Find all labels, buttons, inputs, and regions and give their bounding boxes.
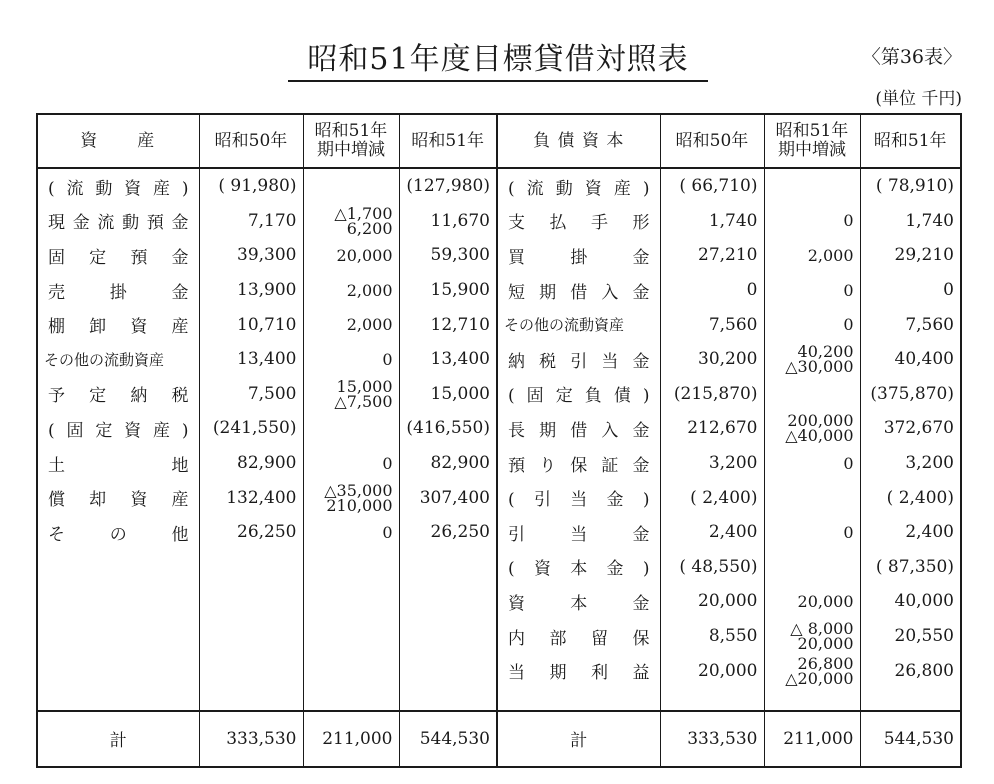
liabilities-change-line1: 0 xyxy=(843,315,854,335)
total-liab-y50: 333,530 xyxy=(660,711,764,767)
liab-y51: 40,400 xyxy=(860,342,961,377)
liab-y50: 20,000 xyxy=(660,653,764,688)
asset-y51: 13,400 xyxy=(399,342,497,377)
total-label-asset: 計 xyxy=(37,711,199,767)
liab-y51: ( 87,350) xyxy=(860,550,961,585)
liabilities-change-line1: 40,200 xyxy=(797,342,854,362)
assets-change-line2: 210,000 xyxy=(326,495,393,515)
table-row xyxy=(37,307,961,342)
liab-y50: 2,400 xyxy=(660,515,764,550)
liabilities-change-line1: 2,000 xyxy=(807,245,854,265)
liabilities-change xyxy=(764,168,860,204)
asset-y50: 132,400 xyxy=(199,480,303,515)
table-row xyxy=(37,550,961,585)
liab-y51: 0 xyxy=(860,273,961,308)
liab-y50: 27,210 xyxy=(660,238,764,273)
liabilities-change-line1: 0 xyxy=(843,211,854,231)
assets-change xyxy=(303,446,399,481)
liab-label: その他の流動資産 xyxy=(497,307,660,342)
table-number: 〈第36表〉 xyxy=(861,46,962,68)
header-change-line1: 昭和51年 xyxy=(314,121,388,141)
liab-y50: 30,200 xyxy=(660,342,764,377)
liab-label: 長期借入金 xyxy=(497,411,660,446)
header-asset-y50: 昭和50年 xyxy=(199,114,303,168)
assets-change-line1: 2,000 xyxy=(346,315,393,335)
spacer-cell xyxy=(860,688,961,711)
table-row xyxy=(37,480,961,515)
liab-y51: (375,870) xyxy=(860,377,961,412)
empty-cell xyxy=(199,584,303,619)
assets-change xyxy=(303,377,399,412)
empty-cell xyxy=(37,550,199,585)
asset-label: その他 xyxy=(37,515,199,550)
spacer-cell xyxy=(497,688,660,711)
asset-label: その他の流動資産 xyxy=(37,342,199,377)
empty-cell xyxy=(399,550,497,585)
spacer-cell xyxy=(303,688,399,711)
asset-y50: 10,710 xyxy=(199,307,303,342)
table-row xyxy=(37,446,961,481)
liab-y51: ( 2,400) xyxy=(860,480,961,515)
assets-change-line1: 20,000 xyxy=(336,245,393,265)
asset-y51: 15,000 xyxy=(399,377,497,412)
header-liab: 負 債 資 本 xyxy=(497,114,660,168)
asset-y51: (416,550) xyxy=(399,411,497,446)
balance-sheet-table xyxy=(36,113,962,768)
header-row xyxy=(37,114,961,168)
total-asset-y51: 544,530 xyxy=(399,711,497,767)
asset-label: 現金流動預金 xyxy=(37,204,199,239)
liabilities-change xyxy=(764,619,860,654)
liab-y50: 20,000 xyxy=(660,584,764,619)
table-row xyxy=(37,584,961,619)
asset-label: 売掛金 xyxy=(37,273,199,308)
asset-y51: 307,400 xyxy=(399,480,497,515)
total-liab-y51: 544,530 xyxy=(860,711,961,767)
assets-change-line2: 6,200 xyxy=(346,218,393,238)
liabilities-change xyxy=(764,446,860,481)
unit-note: (単位 千円) xyxy=(875,89,962,109)
asset-y50: (241,550) xyxy=(199,411,303,446)
header-change-line2: 期中増減 xyxy=(317,140,385,160)
asset-label: 土地 xyxy=(37,446,199,481)
asset-y51: 11,670 xyxy=(399,204,497,239)
liabilities-change-line2: 20,000 xyxy=(797,634,854,654)
liab-label: (流動資産) xyxy=(497,168,660,204)
assets-change-line1: 2,000 xyxy=(346,280,393,300)
liab-y51: 20,550 xyxy=(860,619,961,654)
table-row xyxy=(37,411,961,446)
liab-y51: 2,400 xyxy=(860,515,961,550)
liab-y50: ( 66,710) xyxy=(660,168,764,204)
liabilities-change-line1: 0 xyxy=(843,522,854,542)
header-asset: 資 産 xyxy=(37,114,199,168)
liab-y51: 26,800 xyxy=(860,653,961,688)
empty-cell xyxy=(37,653,199,688)
liab-label: (固定負債) xyxy=(497,377,660,412)
liabilities-change xyxy=(764,480,860,515)
asset-label: 固定預金 xyxy=(37,238,199,273)
spacer-cell xyxy=(764,688,860,711)
assets-change xyxy=(303,342,399,377)
liab-y50: ( 2,400) xyxy=(660,480,764,515)
assets-change xyxy=(303,238,399,273)
header-asset-y51: 昭和51年 xyxy=(399,114,497,168)
table-row xyxy=(37,273,961,308)
assets-change-line1: 0 xyxy=(382,522,393,542)
spacer-row xyxy=(37,688,961,711)
table-row xyxy=(37,204,961,239)
empty-cell xyxy=(303,584,399,619)
liabilities-change-line2: △40,000 xyxy=(785,426,854,446)
asset-y51: 82,900 xyxy=(399,446,497,481)
liabilities-change-line1: 200,000 xyxy=(787,411,854,431)
liab-label: 支払手形 xyxy=(497,204,660,239)
table-row xyxy=(37,238,961,273)
asset-y51: 59,300 xyxy=(399,238,497,273)
total-asset-y50: 333,530 xyxy=(199,711,303,767)
asset-y51: 15,900 xyxy=(399,273,497,308)
asset-label: 棚卸資産 xyxy=(37,307,199,342)
empty-cell xyxy=(199,619,303,654)
liabilities-change-line1: 20,000 xyxy=(797,591,854,611)
liab-label: 納税引当金 xyxy=(497,342,660,377)
table-row xyxy=(37,653,961,688)
empty-cell xyxy=(399,584,497,619)
liab-y50: 212,670 xyxy=(660,411,764,446)
assets-change xyxy=(303,168,399,204)
table-row xyxy=(37,515,961,550)
empty-cell xyxy=(303,619,399,654)
empty-cell xyxy=(399,653,497,688)
asset-y50: 39,300 xyxy=(199,238,303,273)
asset-y50: 82,900 xyxy=(199,446,303,481)
asset-y51: 26,250 xyxy=(399,515,497,550)
total-asset-change: 211,000 xyxy=(303,711,399,767)
liab-y50: 0 xyxy=(660,273,764,308)
liabilities-change xyxy=(764,204,860,239)
liabilities-change xyxy=(764,550,860,585)
asset-y50: 26,250 xyxy=(199,515,303,550)
asset-y50: 7,170 xyxy=(199,204,303,239)
document-title: 昭和51年度目標貸借対照表 xyxy=(288,34,708,82)
liabilities-change xyxy=(764,411,860,446)
liabilities-change xyxy=(764,238,860,273)
asset-y51: 12,710 xyxy=(399,307,497,342)
table-row xyxy=(37,619,961,654)
liab-y50: (215,870) xyxy=(660,377,764,412)
spacer-cell xyxy=(37,688,199,711)
liabilities-change xyxy=(764,273,860,308)
assets-change xyxy=(303,204,399,239)
liab-label: 資本金 xyxy=(497,584,660,619)
liab-label: 引当金 xyxy=(497,515,660,550)
asset-y50: 7,500 xyxy=(199,377,303,412)
spacer-cell xyxy=(660,688,764,711)
spacer-cell xyxy=(399,688,497,711)
liab-y50: 8,550 xyxy=(660,619,764,654)
assets-change xyxy=(303,273,399,308)
liabilities-change xyxy=(764,307,860,342)
assets-change-line1: 15,000 xyxy=(336,376,393,396)
total-label-liab: 計 xyxy=(497,711,660,767)
liab-y51: 372,670 xyxy=(860,411,961,446)
liab-y51: 7,560 xyxy=(860,307,961,342)
empty-cell xyxy=(37,619,199,654)
assets-change-line1: △1,700 xyxy=(334,203,393,223)
empty-cell xyxy=(199,550,303,585)
header-change-line1: 昭和51年 xyxy=(775,121,849,141)
liab-label: 当期利益 xyxy=(497,653,660,688)
asset-label: 予定納税 xyxy=(37,377,199,412)
table-row xyxy=(37,342,961,377)
empty-cell xyxy=(303,653,399,688)
assets-change xyxy=(303,307,399,342)
assets-change xyxy=(303,515,399,550)
asset-y51: (127,980) xyxy=(399,168,497,204)
empty-cell xyxy=(37,584,199,619)
assets-change-line1: 0 xyxy=(382,349,393,369)
liab-label: 内部留保 xyxy=(497,619,660,654)
liab-y51: 3,200 xyxy=(860,446,961,481)
spacer-cell xyxy=(199,688,303,711)
liabilities-change-line2: △30,000 xyxy=(785,357,854,377)
liab-y50: 7,560 xyxy=(660,307,764,342)
liabilities-change-line1: 26,800 xyxy=(797,653,854,673)
liab-y50: ( 48,550) xyxy=(660,550,764,585)
liabilities-change xyxy=(764,377,860,412)
assets-change-line1: 0 xyxy=(382,453,393,473)
liab-label: 短期借入金 xyxy=(497,273,660,308)
header-change-line2: 期中増減 xyxy=(778,140,846,160)
asset-label: (固定資産) xyxy=(37,411,199,446)
liabilities-change xyxy=(764,653,860,688)
liabilities-change xyxy=(764,342,860,377)
liabilities-change-line1: 0 xyxy=(843,453,854,473)
asset-y50: ( 91,980) xyxy=(199,168,303,204)
assets-change-line1: △35,000 xyxy=(324,480,393,500)
header-liab-y50: 昭和50年 xyxy=(660,114,764,168)
liab-y50: 3,200 xyxy=(660,446,764,481)
liab-y51: 40,000 xyxy=(860,584,961,619)
liab-label: 買掛金 xyxy=(497,238,660,273)
header-liab-y51: 昭和51年 xyxy=(860,114,961,168)
asset-label: (流動資産) xyxy=(37,168,199,204)
empty-cell xyxy=(303,550,399,585)
liab-y50: 1,740 xyxy=(660,204,764,239)
liab-y51: 1,740 xyxy=(860,204,961,239)
total-row xyxy=(37,711,961,767)
asset-y50: 13,400 xyxy=(199,342,303,377)
liab-y51: 29,210 xyxy=(860,238,961,273)
header-asset-change xyxy=(303,114,399,168)
table-row xyxy=(37,377,961,412)
empty-cell xyxy=(399,619,497,654)
total-liab-change: 211,000 xyxy=(764,711,860,767)
liabilities-change-line1: △ 8,000 xyxy=(790,619,854,639)
asset-label: 償却資産 xyxy=(37,480,199,515)
liabilities-change-line2: △20,000 xyxy=(785,668,854,688)
asset-y50: 13,900 xyxy=(199,273,303,308)
assets-change-line2: △7,500 xyxy=(334,391,393,411)
assets-change xyxy=(303,480,399,515)
empty-cell xyxy=(199,653,303,688)
liabilities-change xyxy=(764,515,860,550)
liabilities-change xyxy=(764,584,860,619)
table-row xyxy=(37,168,961,204)
liab-label: (資本金) xyxy=(497,550,660,585)
liabilities-change-line1: 0 xyxy=(843,280,854,300)
liab-label: 預り保証金 xyxy=(497,446,660,481)
liab-label: (引当金) xyxy=(497,480,660,515)
header-liab-change xyxy=(764,114,860,168)
assets-change xyxy=(303,411,399,446)
liab-y51: ( 78,910) xyxy=(860,168,961,204)
